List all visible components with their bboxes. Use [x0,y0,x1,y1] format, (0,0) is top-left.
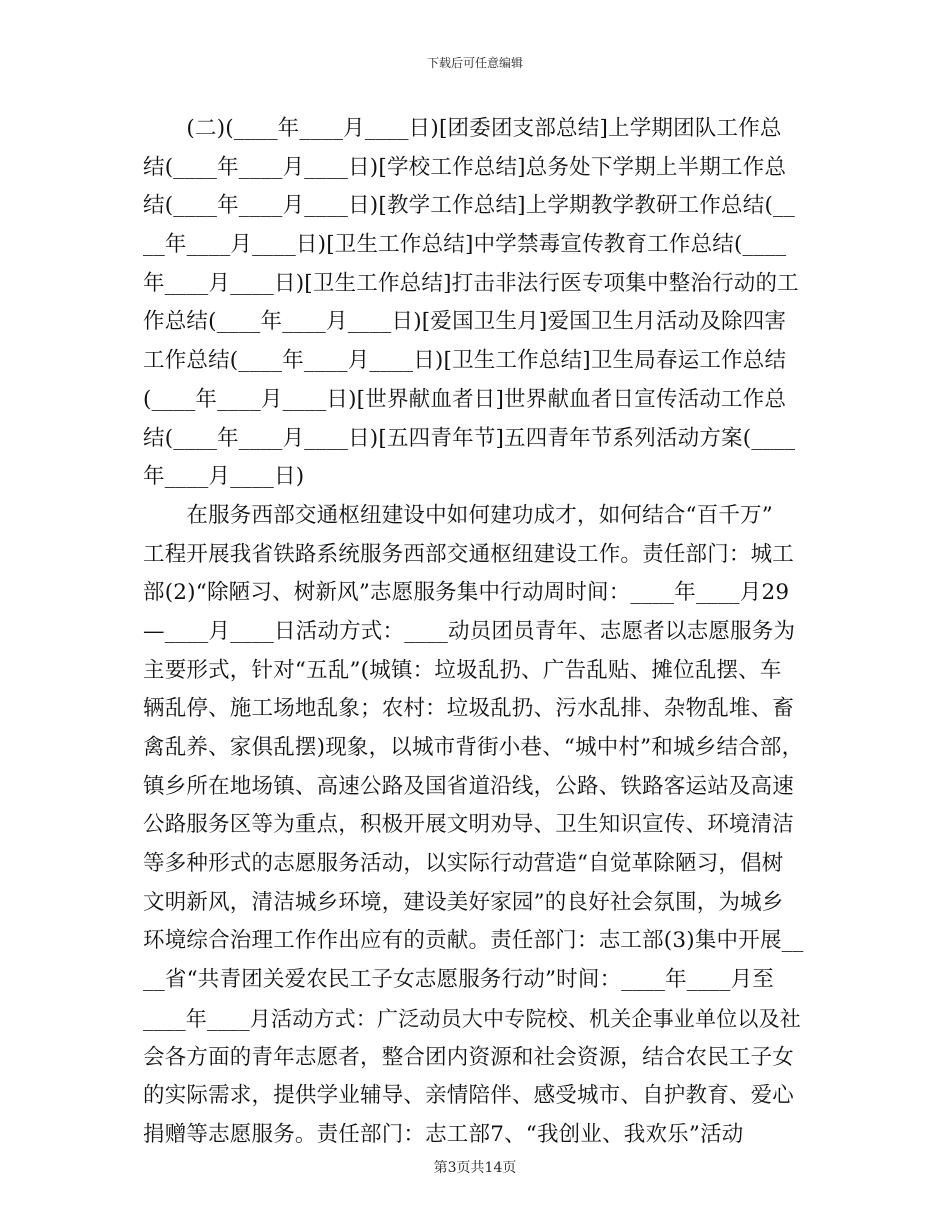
page-footer: 第3页共14页 [433,1160,517,1176]
text-line: __省“共青团关爱农民工子女志愿服务行动”时间：____年____月至 [143,967,774,993]
text-line: 工程开展我省铁路系统服务西部交通枢纽建设工作。责任部门：城工 [143,541,795,567]
text-line: (二)(____年____月____日)[团委团支部总结]上学期团队工作总 [143,116,782,141]
text-line: 部(2)“除陋习、树新风”志愿服务集中行动周时间：____年____月29 [143,580,790,606]
text-line: ____年____月活动方式：广泛动员大中专院校、机关企事业单位以及社 [143,1006,801,1031]
text-line: 作总结(____年____月____日)[爱国卫生月]爱国卫生月活动及除四害 [143,309,787,335]
page-header: 下载后可任意编辑 [426,56,523,70]
text-line: 辆乱停、施工场地乱象；农村：垃圾乱扔、污水乱排、杂物乱堆、畜 [143,696,795,722]
text-line: 环境综合治理工作作出应有的贡献。责任部门：志工部(3)集中开展__ [143,928,804,954]
text-line: 镇乡所在地场镇、高速公路及国省道沿线，公路、铁路客运站及高速 [143,773,795,799]
text-line: 结(____年____月____日)[学校工作总结]总务处下学期上半期工作总 [143,154,787,180]
text-line: 主要形式，针对“五乱”(城镇：垃圾乱扔、广告乱贴、摊位乱摆、车 [143,657,782,683]
text-line: 等多种形式的志愿服务活动，以实际行动营造“自觉革除陋习，倡树 [143,851,784,877]
text-line: 文明新风，清洁城乡环境，建设美好家园”的良好社会氛围，为城乡 [143,889,784,915]
text-line: 工作总结(____年____月____日)[卫生工作总结]卫生局春运工作总结 [143,348,787,374]
text-line: __年____月____日)[卫生工作总结]中学禁毒宣传教育工作总结(____ [143,232,787,258]
text-line: 会各方面的青年志愿者，整合团内资源和社会资源，结合农民工子女 [143,1044,795,1070]
paragraph-activities [143,497,808,1155]
text-line: 禽乱养、家俱乱摆)现象，以城市背街小巷、“城中村”和城乡结合部， [143,735,804,760]
document-body [143,110,808,1155]
text-line: 捐赠等志愿服务。责任部门：志工部7、“我创业、我欢乐”活动 [143,1121,744,1147]
text-line: 的实际需求，提供学业辅导、亲情陪伴、感受城市、自护教育、爱心 [143,1083,795,1109]
paragraph-schedule [143,110,808,497]
text-line: 年____月____日) [143,464,305,490]
text-line: 年____月____日)[卫生工作总结]打击非法行医专项集中整治行动的工 [143,270,799,296]
text-line: 结(____年____月____日)[教学工作总结]上学期教学教研工作总结(__ [143,193,795,219]
text-line: —____月____日活动方式：____动员团员青年、志愿者以志愿服务为 [143,618,796,644]
text-line: (____年____月____日)[世界献血者日]世界献血者日宣传活动工作总 [143,386,787,412]
text-line: 结(____年____月____日)[五四青年节]五四青年节系列活动方案(____ [143,425,796,451]
text-line: 公路服务区等为重点，积极开展文明劝导、卫生知识宣传、环境清洁 [143,812,795,838]
text-line: 在服务西部交通枢纽建设中如何建功成才，如何结合“百千万” [143,502,773,528]
